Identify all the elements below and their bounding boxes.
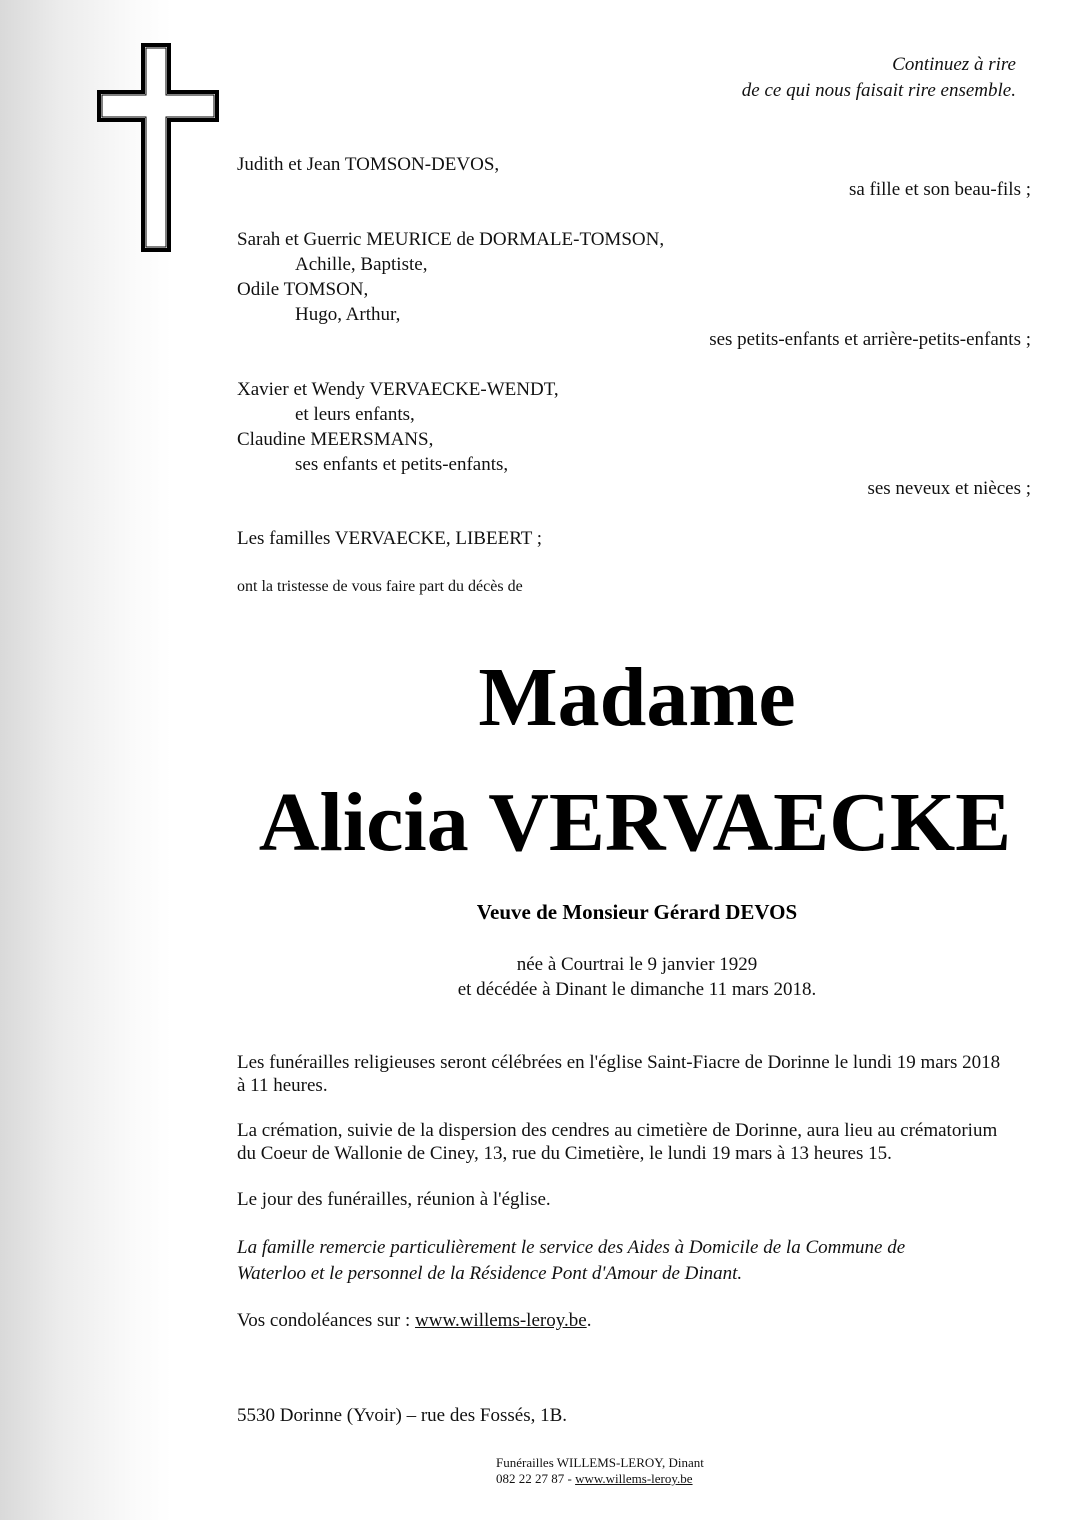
footer-phone: 082 22 27 87 - (496, 1471, 572, 1486)
condolences (237, 1309, 591, 1332)
quote-line-2: de ce qui nous faisait rire ensemble. (741, 80, 1016, 101)
footer-website-link[interactable]: www.willems-leroy.be (575, 1471, 693, 1486)
cross-icon (96, 42, 222, 254)
cremation-line-1: La crémation, suivie de la dispersion des cendres au cimetière de Dorinne, aura lieu au crématorium (237, 1120, 998, 1141)
deceased-name: Alicia VERVAECKE (258, 776, 1012, 869)
family-nephew-2-kids: ses enfants et petits-enfants, (295, 454, 509, 475)
announcement: ont la tristesse de vous faire part du décès de (237, 578, 523, 595)
life-dates (237, 952, 1037, 1002)
family-grandchild-1: Sarah et Guerric MEURICE de DORMALE-TOMSON, (237, 229, 665, 250)
family-grandchild-2-kids: Hugo, Arthur, (295, 304, 401, 325)
footer (496, 1455, 704, 1487)
family-nephews-role: ses neveux et nièces ; (867, 478, 1031, 499)
funeral-info (237, 1051, 1000, 1097)
family-grandchild-1-kids: Achille, Baptiste, (295, 254, 428, 275)
family-other: Les familles VERVAECKE, LIBEERT ; (237, 528, 543, 549)
family-grandchild-2: Odile TOMSON, (237, 279, 369, 300)
quote-line-1: Continuez à rire (892, 54, 1016, 75)
family-nephew-1-kids: et leurs enfants, (295, 404, 415, 425)
family-grandchildren-role: ses petits-enfants et arrière-petits-enfants ; (709, 329, 1031, 350)
footer-contact (496, 1471, 704, 1487)
family-nephew-1: Xavier et Wendy VERVAECKE-WENDT, (237, 379, 559, 400)
widow-of: Veuve de Monsieur Gérard DEVOS (476, 900, 798, 924)
thanks-note (237, 1235, 905, 1287)
funeral-line-1: Les funérailles religieuses seront célébrées en l'église Saint-Fiacre de Dorinne le lundi 19 mars 2018 (237, 1052, 1001, 1073)
family-nephew-2: Claudine MEERSMANS, (237, 429, 434, 450)
address: 5530 Dorinne (Yvoir) – rue des Fossés, 1B. (237, 1405, 568, 1426)
condolences-link[interactable]: www.willems-leroy.be (415, 1310, 587, 1331)
death-date: et décédée à Dinant le dimanche 11 mars 2018. (457, 979, 817, 1000)
thanks-line-2: Waterloo et le personnel de la Résidence Pont d'Amour de Dinant. (237, 1263, 743, 1284)
condolences-suffix: . (586, 1310, 592, 1331)
gathering-info: Le jour des funérailles, réunion à l'église. (237, 1189, 551, 1210)
deceased-title: Madame (478, 651, 796, 744)
condolences-prefix: Vos condoléances sur : (237, 1310, 411, 1331)
family-daughter: Judith et Jean TOMSON-DEVOS, (237, 154, 500, 175)
funeral-line-2: à 11 heures. (237, 1075, 328, 1096)
thanks-line-1: La famille remercie particulièrement le service des Aides à Domicile de la Commune de (237, 1237, 906, 1258)
cremation-info (237, 1119, 997, 1165)
cremation-line-2: du Coeur de Wallonie de Ciney, 13, rue du Cimetière, le lundi 19 mars à 13 heures 15. (237, 1143, 892, 1164)
footer-company: Funérailles WILLEMS-LEROY, Dinant (496, 1455, 704, 1470)
birth-date: née à Courtrai le 9 janvier 1929 (516, 954, 758, 975)
family-daughter-role: sa fille et son beau-fils ; (848, 179, 1031, 200)
epitaph-quote (742, 52, 1016, 104)
